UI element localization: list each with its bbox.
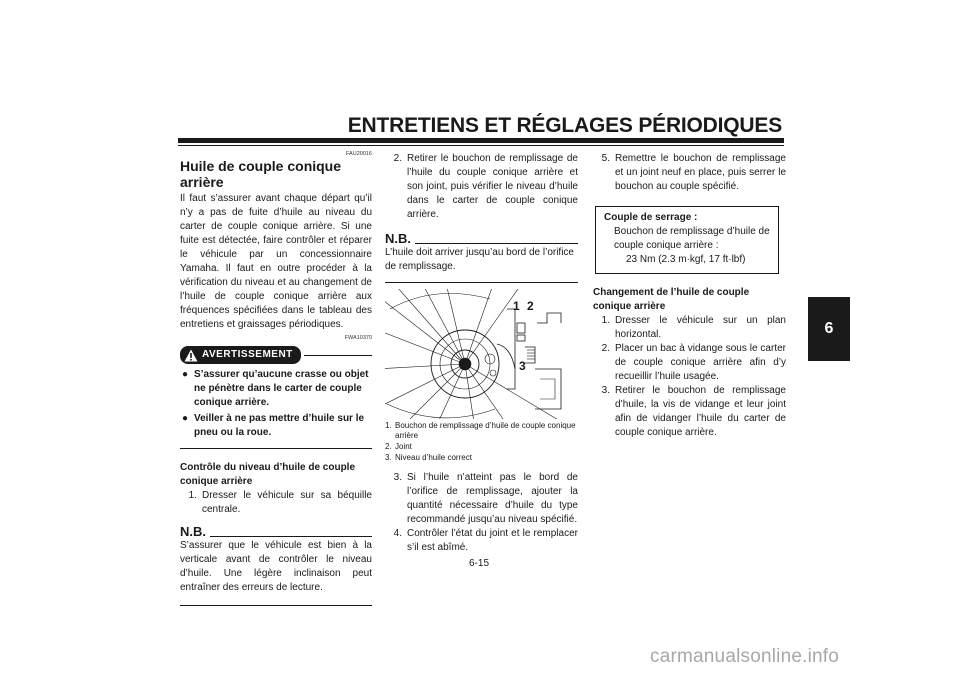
warning-end-rule xyxy=(180,448,372,449)
note-rule xyxy=(210,536,372,537)
warning-rule xyxy=(304,355,372,356)
torque-item: Bouchon de remplissage d’huile de couple conique arrière : xyxy=(614,226,770,251)
column-3 xyxy=(593,150,786,440)
change-subtitle: Changement de l’huile de couple conique arrière xyxy=(593,287,750,312)
warning-badge xyxy=(180,346,301,364)
warning-ref-code: FWA10370 xyxy=(344,335,372,341)
hub-drawing xyxy=(385,289,578,419)
torque-value: 23 Nm (2.3 m·kgf, 17 ft·lbf) xyxy=(626,254,746,265)
figure-label-1: 1 xyxy=(513,299,520,313)
column-1 xyxy=(180,150,372,606)
caption-item: 1. Bouchon de remplissage d’huile de couple conique arrière xyxy=(385,421,576,440)
ref-code: FAU20016 xyxy=(346,151,372,157)
warning-bullet: ● S’assurer qu’aucune crasse ou objet ne pénètre dans le carter de couple conique arrière. xyxy=(182,369,369,408)
note-label: N.B. xyxy=(180,524,206,539)
warning-label: AVERTISSEMENT xyxy=(202,349,293,360)
note-text: S’assurer que le véhicule est bien à la verticale avant de contrôler le niveau d’huile. Une légère inclinaison peut entraîner des erreurs de lecture. xyxy=(180,540,372,593)
caption-item: 2. Joint xyxy=(385,442,412,451)
page-number: 6-15 xyxy=(469,558,490,569)
note-header xyxy=(385,232,578,246)
bullet-dot-icon: ● xyxy=(182,369,189,380)
step-3: 3. Si l’huile n’atteint pas le bord de l’orifice de remplissage, ajouter la quantité nécessaire d’huile du type recommandé jusqu’au niveau spécifié. xyxy=(393,472,578,525)
intro-paragraph: Il faut s’assurer avant chaque départ qu’il n’y a pas de fuite d’huile au niveau du carter de couple conique arrière. Si une fuite est détectée, faire contrôler et réparer le véhicule par un concessionnaire Yamaha. Il faut en outre procéder à la vérification du niveau et au changement de l’huile de couple conique arrière aux fréquences spécifiées dans le tableau des entretiens et graissages périodiques. xyxy=(180,193,372,330)
step-5: 5. Remettre le bouchon de remplissage et un joint neuf en place, puis serrer le bouchon au couple spécifié. xyxy=(601,153,786,192)
note-header xyxy=(180,525,372,539)
figure-label-2: 2 xyxy=(527,299,534,313)
note-end-rule xyxy=(385,282,578,283)
warning-icon xyxy=(184,349,198,362)
change-step-2: 2. Placer un bac à vidange sous le carter de couple conique arrière afin d’y recueillir l’huile usagée. xyxy=(601,343,786,382)
note-rule xyxy=(415,243,578,244)
header-rule xyxy=(178,138,784,143)
step-2: 2. Retirer le bouchon de remplissage de l’huile du couple conique arrière et son joint, puis vérifier le niveau d’huile dans le carter de couple conique arrière. xyxy=(393,153,578,220)
change-step-1: 1. Dresser le véhicule sur un plan horizontal. xyxy=(601,315,786,340)
warning-header xyxy=(180,346,372,364)
watermark: carmanualsonline.info xyxy=(650,646,840,667)
torque-spec-box xyxy=(595,206,779,274)
section-title: Huile de couple conique arrière xyxy=(180,158,342,190)
figure-label-3: 3 xyxy=(519,359,526,373)
note-label: N.B. xyxy=(385,231,411,246)
figure-captions xyxy=(385,421,578,463)
check-subtitle: Contrôle du niveau d’huile de couple conique arrière xyxy=(180,462,356,487)
page-header-title: ENTRETIENS ET RÉGLAGES PÉRIODIQUES xyxy=(347,114,782,137)
torque-title: Couple de serrage : xyxy=(604,212,698,223)
step-1: 1. Dresser le véhicule sur sa béquille centrale. xyxy=(188,490,372,515)
change-step-3: 3. Retirer le bouchon de remplissage d’huile, la vis de vidange et leur joint afin de vidanger l’huile du carter de couple conique arrière. xyxy=(601,385,786,438)
bullet-dot-icon: ● xyxy=(182,413,189,424)
note-end-rule xyxy=(180,605,372,606)
warning-bullet: ● Veiller à ne pas mettre d’huile sur le pneu ou la roue. xyxy=(182,413,365,438)
wheel-hub-illustration xyxy=(385,289,578,419)
header-rule-thin xyxy=(178,145,784,146)
column-2 xyxy=(385,150,578,555)
chapter-tab: 6 xyxy=(808,297,850,361)
warning-bullets xyxy=(180,368,372,440)
note-text: L’huile doit arriver jusqu’au bord de l’orifice de remplissage. xyxy=(385,247,574,272)
step-4: 4. Contrôler l’état du joint et le remplacer s’il est abîmé. xyxy=(393,528,578,553)
caption-item: 3. Niveau d’huile correct xyxy=(385,453,472,462)
